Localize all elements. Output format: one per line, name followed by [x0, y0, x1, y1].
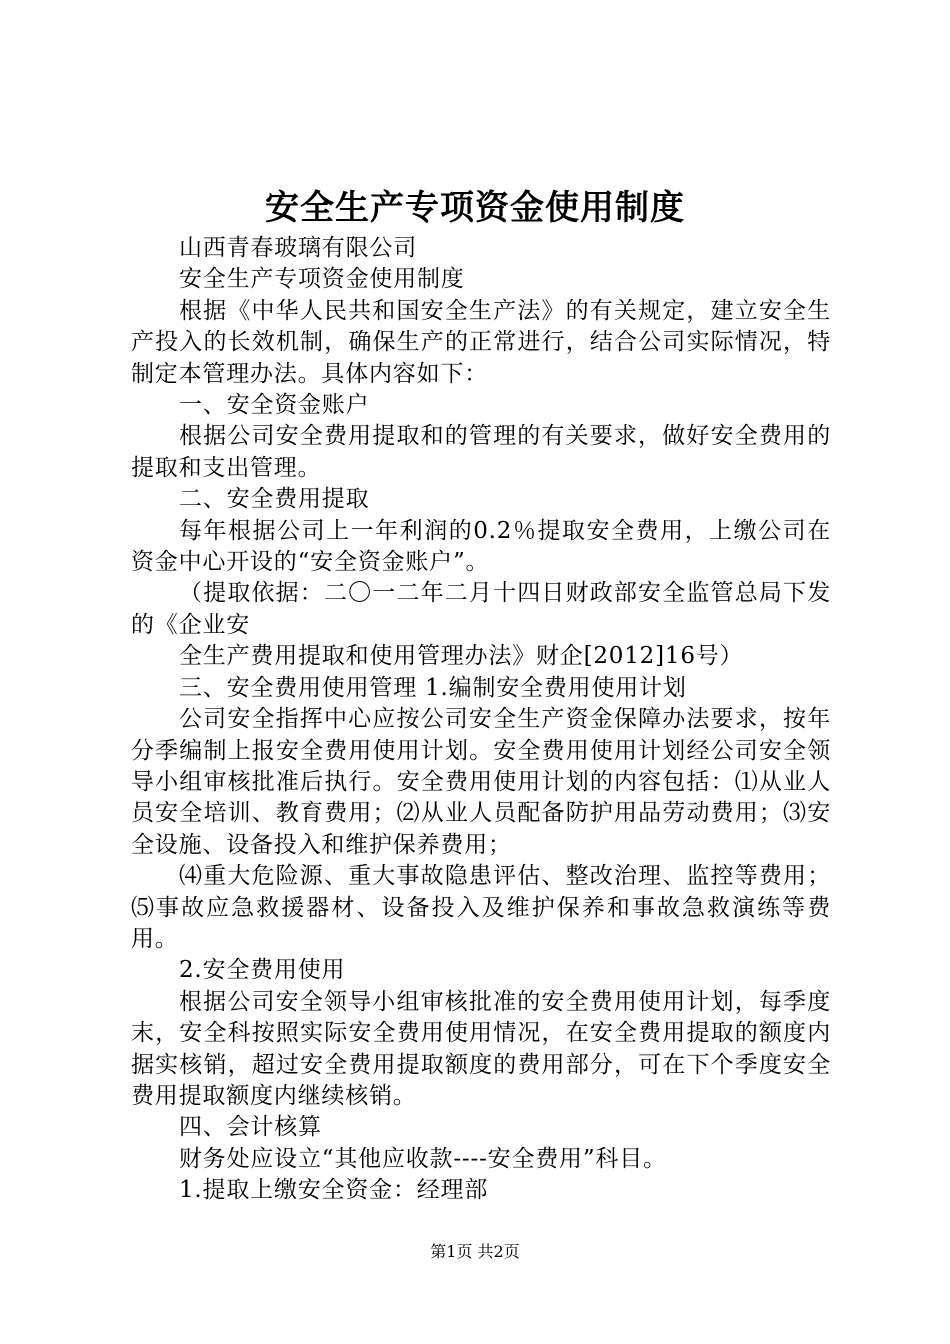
paragraph: 全生产费用提取和使用管理办法》财企[2012]16号）: [179, 643, 744, 670]
paragraph: 公司安全指挥中心应按公司安全生产资金保障办法要求，按年分季编制上报安全费用使用计划。安全费用使用计划经公司安全领导小组审核批准后执行。安全费用使用计划的内容包括：⑴从业人员安全培训、教育费用；⑵从业人员配备防护用品劳动费用；⑶安全设施、设备投入和维护保养费用；: [131, 706, 831, 858]
paragraph: 根据公司安全费用提取和的管理的有关要求，做好安全费用的提取和支出管理。: [131, 423, 831, 481]
paragraph: 财务处应设立“其他应收款----安全费用”科目。: [179, 1145, 667, 1172]
document-title: 安全生产专项资金使用制度: [265, 188, 685, 228]
document-body: [131, 233, 831, 1207]
section-heading: 三、安全费用使用管理 1.编制安全费用使用计划: [179, 674, 687, 701]
section-heading: 四、会计核算: [179, 1114, 322, 1141]
page-footer: 第1页 共2页: [430, 1242, 520, 1261]
paragraph: 每年根据公司上一年利润的0.2％提取安全费用，上缴公司在资金中心开设的“安全资金账户”。: [131, 517, 831, 576]
paragraph: 根据公司安全领导小组审核批准的安全费用使用计划，每季度末，安全科按照实际安全费用使用情况，在安全费用提取的额度内据实核销，超过安全费用提取额度的费用部分，可在下个季度安全费用提取额度内继续核销。: [131, 988, 831, 1109]
paragraph: （提取依据：二〇一二年二月十四日财政部安全监管总局下发的《企业安: [131, 580, 831, 638]
section-heading: 二、安全费用提取: [179, 486, 370, 513]
paragraph: 安全生产专项资金使用制度: [179, 266, 465, 293]
paragraph: 根据《中华人民共和国安全生产法》的有关规定，建立安全生产投入的长效机制，确保生产的正常进行，结合公司实际情况，特制定本管理办法。具体内容如下：: [131, 297, 831, 387]
paragraph: 山西青春玻璃有限公司: [179, 235, 417, 261]
paragraph: 1.提取上缴安全资金：经理部: [179, 1177, 489, 1204]
section-heading: 一、安全资金账户: [179, 392, 370, 419]
subsection-heading: 2.安全费用使用: [179, 957, 346, 984]
paragraph: ⑷重大危险源、重大事故隐患评估、整改治理、监控等费用；⑸事故应急救援器材、设备投入及维护保养和事故急救演练等费用。: [131, 863, 831, 952]
